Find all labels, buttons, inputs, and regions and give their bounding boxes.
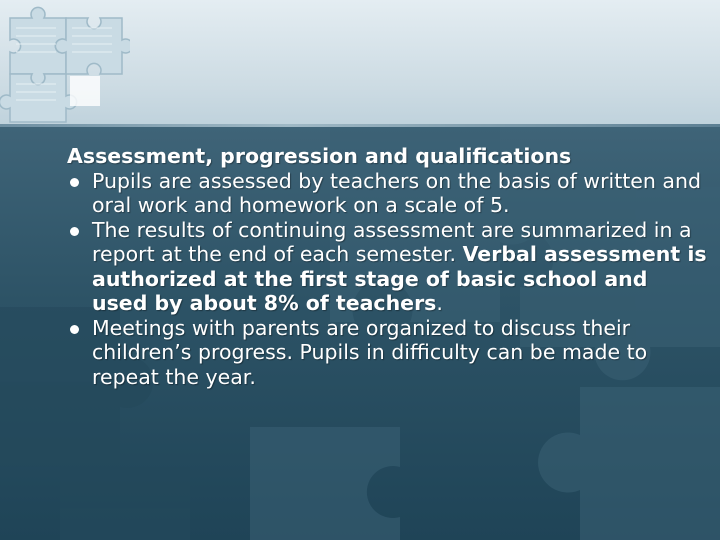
slide-content	[67, 144, 707, 389]
bullet-icon	[70, 178, 79, 187]
puzzle-pieces-icon	[0, 0, 130, 125]
bullet-icon	[70, 325, 79, 334]
bullet-trailing-text: .	[436, 291, 443, 315]
bullet-item	[67, 218, 707, 316]
bullet-bold-text: Verbal assessment is authorized at the first stage of basic school and used by about 8% of teachers	[92, 242, 707, 315]
bullet-item	[67, 169, 707, 218]
bullet-text: The results of continuing assessment are summarized in a report at the end of each semester.	[92, 217, 692, 266]
bullet-item	[67, 316, 707, 390]
bullet-text: Meetings with parents are organized to discuss their children’s progress. Pupils in difficulty can be made to repeat the year.	[92, 315, 648, 389]
bullet-text: Pupils are assessed by teachers on the basis of written and oral work and homework on a scale of 5.	[92, 168, 701, 217]
bullet-icon	[70, 227, 79, 236]
slide-heading: Assessment, progression and qualifications	[67, 144, 572, 168]
bullet-list	[67, 169, 707, 390]
